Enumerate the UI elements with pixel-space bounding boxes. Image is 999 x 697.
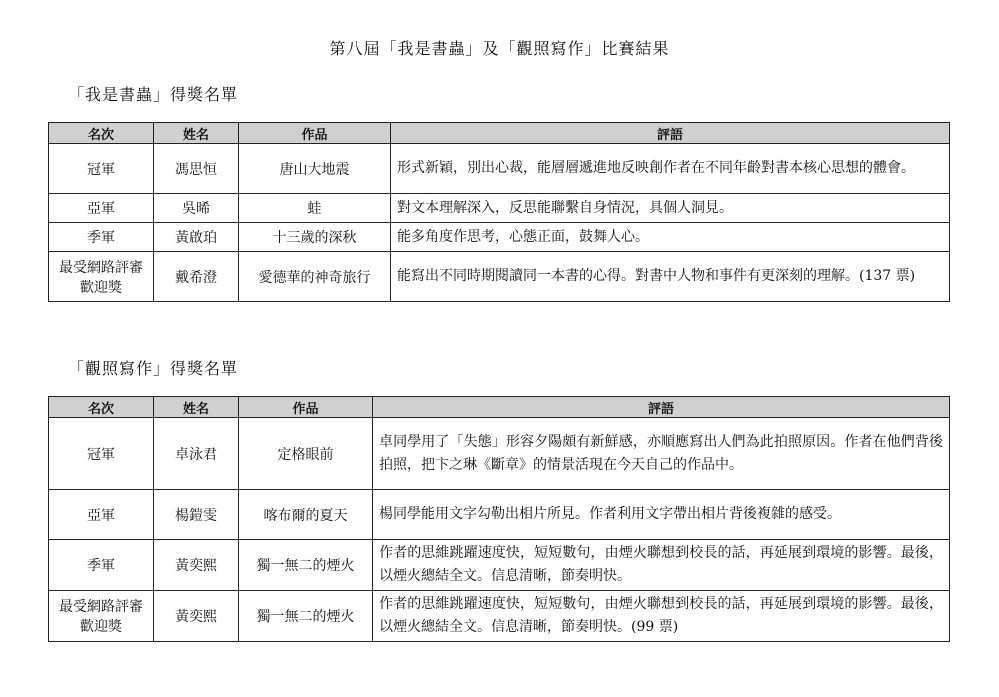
comment-cell: 對文本理解深入，反思能聯繫自身情況，具個人洞見。 <box>391 194 950 223</box>
work-cell: 喀布爾的夏天 <box>239 490 373 540</box>
name-cell: 吳晞 <box>154 194 239 223</box>
rank-cell: 冠軍 <box>49 144 154 194</box>
name-cell: 黃奕熙 <box>154 540 239 591</box>
section-title-bookworm: 「我是書蟲」得獎名單 <box>68 85 239 104</box>
rank-cell: 季軍 <box>49 223 154 252</box>
comment-cell: 作者的思維跳躍速度快，短短數句，由煙火聯想到校長的話，再延展到環境的影響。最後，以煙火總結全文。信息清晰，節奏明快。 <box>373 540 950 591</box>
rank-cell: 亞軍 <box>49 490 154 540</box>
table-header-row <box>49 123 950 144</box>
work-cell: 唐山大地震 <box>239 144 391 194</box>
table-row <box>49 490 950 540</box>
work-cell: 愛德華的神奇旅行 <box>239 252 391 302</box>
rank-cell: 亞軍 <box>49 194 154 223</box>
work-cell: 蛙 <box>239 194 391 223</box>
observation-writing-results-table <box>48 396 950 642</box>
table-header-row <box>49 397 950 418</box>
table-row <box>49 223 950 252</box>
header-name: 姓名 <box>154 397 239 418</box>
header-comment: 評語 <box>391 123 950 144</box>
name-cell: 馮思恒 <box>154 144 239 194</box>
comment-cell: 能寫出不同時期閱讀同一本書的心得。對書中人物和事件有更深刻的理解。(137 票) <box>391 252 950 302</box>
work-cell: 獨一無二的煙火 <box>239 591 373 642</box>
rank-cell: 季軍 <box>49 540 154 591</box>
rank-cell: 最受網路評審歡迎獎 <box>49 252 154 302</box>
bookworm-results-table <box>48 122 950 302</box>
table-row <box>49 418 950 490</box>
header-rank: 名次 <box>49 397 154 418</box>
table-row <box>49 540 950 591</box>
table-row <box>49 591 950 642</box>
header-work: 作品 <box>239 397 373 418</box>
name-cell: 戴希澄 <box>154 252 239 302</box>
table-row <box>49 144 950 194</box>
header-comment: 評語 <box>373 397 950 418</box>
header-name: 姓名 <box>154 123 239 144</box>
comment-cell: 作者的思維跳躍速度快，短短數句，由煙火聯想到校長的話，再延展到環境的影響。最後，以煙火總結全文。信息清晰，節奏明快。(99 票) <box>373 591 950 642</box>
name-cell: 卓泳君 <box>154 418 239 490</box>
comment-cell: 形式新穎，別出心裁，能層層遞進地反映創作者在不同年齡對書本核心思想的體會。 <box>391 144 950 194</box>
work-cell: 獨一無二的煙火 <box>239 540 373 591</box>
work-cell: 定格眼前 <box>239 418 373 490</box>
name-cell: 楊鎧雯 <box>154 490 239 540</box>
rank-cell: 冠軍 <box>49 418 154 490</box>
comment-cell: 楊同學能用文字勾勒出相片所見。作者利用文字帶出相片背後複雜的感受。 <box>373 490 950 540</box>
comment-cell: 卓同學用了「失態」形容夕陽頗有新鮮感，亦順應寫出人們為此拍照原因。作者在他們背後拍照，把卞之琳《斷章》的情景活現在今天自己的作品中。 <box>373 418 950 490</box>
work-cell: 十三歲的深秋 <box>239 223 391 252</box>
header-work: 作品 <box>239 123 391 144</box>
rank-cell: 最受網路評審歡迎獎 <box>49 591 154 642</box>
comment-cell: 能多角度作思考，心態正面，鼓舞人心。 <box>391 223 950 252</box>
document-title: 第八屆「我是書蟲」及「觀照寫作」比賽結果 <box>329 39 670 58</box>
section-title-observation-writing: 「觀照寫作」得獎名單 <box>68 359 239 378</box>
table-row <box>49 252 950 302</box>
name-cell: 黃奕熙 <box>154 591 239 642</box>
header-rank: 名次 <box>49 123 154 144</box>
name-cell: 黃啟珀 <box>154 223 239 252</box>
table-row <box>49 194 950 223</box>
